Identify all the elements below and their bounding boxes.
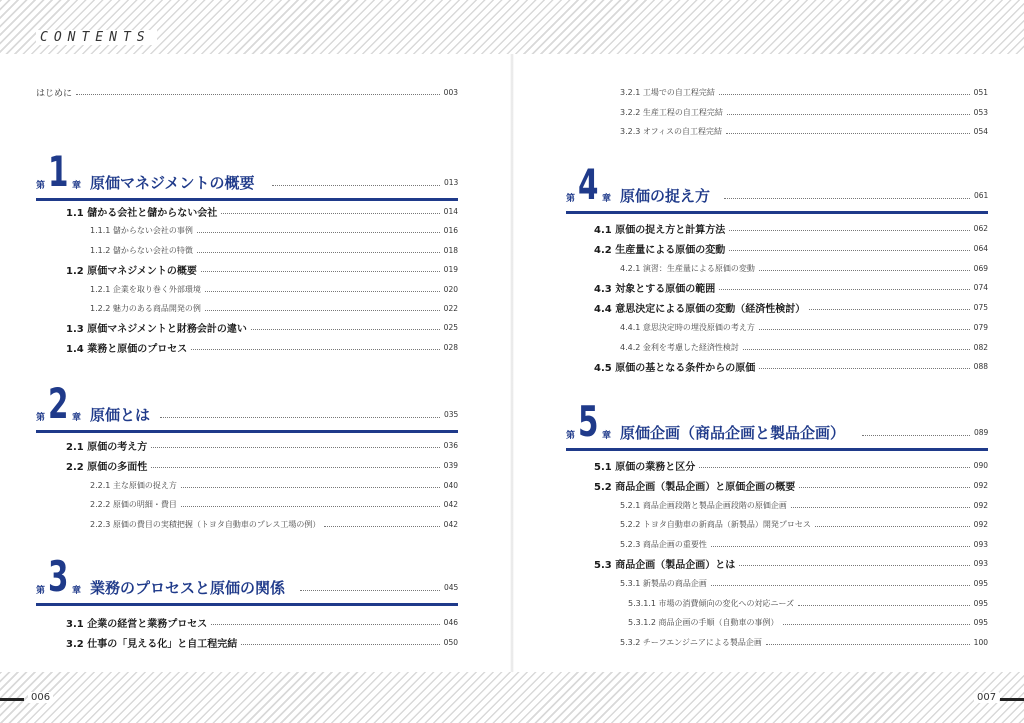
- toc-entry[interactable]: [620, 635, 988, 649]
- toc-entry-label: 1.1 儲かる会社と儲からない会社: [66, 207, 218, 219]
- toc-entry[interactable]: [620, 340, 988, 354]
- toc-page-number: 019: [443, 264, 458, 274]
- dot-leader: [726, 133, 970, 134]
- toc-entry[interactable]: [620, 320, 988, 334]
- dot-leader: [197, 252, 440, 253]
- toc-page-number: 025: [443, 322, 458, 332]
- dot-leader: [205, 310, 440, 311]
- toc-entry[interactable]: [90, 301, 458, 315]
- footer-bar-right: [1000, 698, 1024, 701]
- toc-entry[interactable]: [620, 576, 988, 590]
- chapter-suffix: 章: [72, 586, 82, 596]
- toc-entry-label: 1.4 業務と原価のプロセス: [66, 343, 188, 355]
- dot-leader: [809, 309, 969, 310]
- toc-entry-label: はじめに: [36, 88, 73, 99]
- right-page-number: 007: [974, 692, 999, 703]
- dot-leader: [300, 590, 440, 591]
- toc-entry-label: 1.1.2 儲からない会社の特徴: [90, 245, 193, 255]
- toc-entry-label: 5.3.1.1 市場の消費傾向の変化への対応ニーズ: [628, 598, 795, 608]
- toc-entry-label: 3.2.1 工場での自工程完結: [620, 87, 715, 97]
- chapter-page-number: 089: [974, 428, 989, 437]
- toc-entry[interactable]: [620, 537, 988, 551]
- chapter-rule: [36, 430, 458, 433]
- toc-entry[interactable]: [90, 497, 458, 511]
- dot-leader: [766, 644, 970, 645]
- toc-entry-intro[interactable]: [36, 85, 458, 99]
- chapter-heading-4[interactable]: [566, 160, 989, 211]
- toc-entry-label: 5.3.1.2 商品企画の手順（自動車の事例）: [628, 617, 779, 627]
- toc-entry-label: 5.2.1 商品企画段階と製品企画段階の原価企画: [620, 500, 787, 510]
- toc-page-number: 042: [443, 519, 458, 529]
- chapter-number: 5: [578, 397, 599, 446]
- dot-leader: [759, 329, 970, 330]
- toc-page-number: 064: [973, 243, 988, 253]
- toc-page-number: 095: [973, 598, 988, 608]
- dot-leader: [197, 232, 440, 233]
- dot-leader: [181, 487, 440, 488]
- toc-entry-label: 4.1 原価の捉え方と計算方法: [594, 224, 726, 236]
- dot-leader: [711, 585, 970, 586]
- dot-leader: [791, 507, 970, 508]
- dot-leader: [272, 185, 440, 186]
- toc-entry[interactable]: [66, 438, 458, 452]
- chapter-suffix: 章: [602, 194, 612, 204]
- chapter-prefix: 第: [36, 586, 46, 596]
- dot-leader: [221, 213, 439, 214]
- toc-page-number: 016: [443, 225, 458, 235]
- chapter-suffix: 章: [72, 413, 82, 423]
- chapter-prefix: 第: [36, 181, 46, 191]
- dot-leader: [759, 270, 970, 271]
- toc-entry-label: 2.1 原価の考え方: [66, 441, 148, 453]
- chapter-heading-2[interactable]: [36, 379, 459, 430]
- toc-entry[interactable]: [620, 517, 988, 531]
- toc-page-number: 090: [973, 460, 988, 470]
- toc-entry[interactable]: [594, 556, 988, 570]
- toc-page-number: 040: [443, 480, 458, 490]
- toc-entry[interactable]: [620, 261, 988, 275]
- toc-page-number: 028: [443, 342, 458, 352]
- page-gutter: [510, 54, 514, 672]
- dot-leader: [739, 565, 969, 566]
- toc-entry[interactable]: [628, 615, 988, 629]
- toc-entry[interactable]: [90, 243, 458, 257]
- chapter-rule: [36, 198, 458, 201]
- dot-leader: [251, 329, 440, 330]
- header-hatch-band: [0, 0, 1024, 54]
- dot-leader: [743, 349, 970, 350]
- dot-leader: [151, 447, 439, 448]
- chapter-suffix: 章: [72, 181, 82, 191]
- toc-page-number: 003: [443, 87, 458, 97]
- toc-page-number: 022: [443, 303, 458, 313]
- chapter-suffix: 章: [602, 431, 612, 441]
- chapter-page-number: 013: [444, 178, 459, 187]
- toc-page-number: 014: [443, 206, 458, 216]
- dot-leader: [191, 349, 439, 350]
- toc-page-number: 100: [973, 637, 988, 647]
- dot-leader: [151, 467, 439, 468]
- chapter-rule: [566, 448, 988, 451]
- toc-entry[interactable]: [90, 517, 458, 531]
- chapter-prefix: 第: [566, 194, 576, 204]
- toc-page-number: 042: [443, 499, 458, 509]
- chapter-number: 1: [48, 147, 69, 196]
- toc-entry-label: 2.2 原価の多面性: [66, 461, 148, 473]
- toc-page-number: 093: [973, 539, 988, 549]
- toc-entry[interactable]: [594, 458, 988, 472]
- chapter-heading-1[interactable]: [36, 147, 459, 198]
- dot-leader: [724, 198, 970, 199]
- toc-page-number: 079: [973, 322, 988, 332]
- toc-entry[interactable]: [620, 105, 988, 119]
- toc-entry-label: 4.2.1 演習：生産量による原価の変動: [620, 263, 755, 273]
- left-page-number: 006: [28, 692, 53, 703]
- toc-page-number: 018: [443, 245, 458, 255]
- toc-entry-label: 5.1 原価の業務と区分: [594, 461, 696, 473]
- toc-page-number: 088: [973, 361, 988, 371]
- dot-leader: [76, 94, 440, 95]
- footer-hatch-band: [0, 672, 1024, 723]
- toc-page-number: 074: [973, 282, 988, 292]
- toc-entry[interactable]: [620, 124, 988, 138]
- dot-leader: [711, 546, 970, 547]
- toc-entry-label: 5.2 商品企画（製品企画）と原価企画の概要: [594, 481, 796, 493]
- toc-entry[interactable]: [620, 85, 988, 99]
- dot-leader: [799, 487, 969, 488]
- toc-entry[interactable]: [594, 280, 988, 294]
- dot-leader: [699, 467, 969, 468]
- toc-entry[interactable]: [594, 478, 988, 492]
- toc-entry[interactable]: [66, 615, 458, 629]
- toc-entry[interactable]: [594, 359, 988, 373]
- toc-entry-label: 2.2.3 原価の費目の実積把握（トヨタ自動車のプレス工場の例）: [90, 519, 321, 529]
- toc-page-number: 082: [973, 342, 988, 352]
- toc-entry-label: 3.1 企業の経営と業務プロセス: [66, 618, 208, 630]
- toc-entry[interactable]: [66, 340, 458, 354]
- dot-leader: [729, 230, 969, 231]
- toc-entry-label: 1.2 原価マネジメントの概要: [66, 265, 197, 277]
- toc-entry-label: 1.3 原価マネジメントと財務会計の違い: [66, 323, 247, 335]
- chapter-page-number: 035: [444, 410, 459, 419]
- footer-bar-left: [0, 698, 24, 701]
- toc-page-number: 050: [443, 637, 458, 647]
- toc-entry[interactable]: [90, 478, 458, 492]
- toc-entry-label: 2.2.2 原価の明細・費目: [90, 499, 177, 509]
- toc-entry-label: 4.4.1 意思決定時の埋没原価の考え方: [620, 322, 755, 332]
- dot-leader: [160, 417, 440, 418]
- toc-entry-label: 1.2.2 魅力のある商品開発の例: [90, 303, 201, 313]
- toc-entry-label: 5.3.1 新製品の商品企画: [620, 578, 707, 588]
- dot-leader: [241, 644, 439, 645]
- contents-heading: CONTENTS: [36, 30, 157, 45]
- toc-page-number: 062: [973, 223, 988, 233]
- dot-leader: [815, 526, 970, 527]
- dot-leader: [201, 271, 440, 272]
- toc-page-number: 095: [973, 617, 988, 627]
- toc-entry-label: 5.2.2 トヨタ自動車の新商品（新製品）開発プロセス: [620, 519, 811, 529]
- chapter-rule: [36, 603, 458, 606]
- toc-page-number: 054: [973, 126, 988, 136]
- toc-entry[interactable]: [66, 635, 458, 649]
- toc-entry-label: 4.3 対象とする原価の範囲: [594, 283, 716, 295]
- chapter-number: 4: [578, 160, 599, 209]
- dot-leader: [181, 506, 440, 507]
- toc-entry-label: 5.2.3 商品企画の重要性: [620, 539, 707, 549]
- dot-leader: [211, 624, 439, 625]
- toc-page-number: 051: [973, 87, 988, 97]
- chapter-heading-5[interactable]: [566, 397, 989, 448]
- chapter-title: 業務のプロセスと原価の関係: [90, 579, 286, 597]
- dot-leader: [729, 250, 969, 251]
- toc-entry-label: 4.4.2 金利を考慮した経済性検討: [620, 342, 739, 352]
- dot-leader: [205, 291, 440, 292]
- toc-page-number: 046: [443, 617, 458, 627]
- toc-entry[interactable]: [594, 241, 988, 255]
- toc-entry-label: 4.4 意思決定による原価の変動（経済性検討）: [594, 303, 806, 315]
- toc-page-number: 093: [973, 558, 988, 568]
- chapter-title: 原価とは: [90, 406, 151, 424]
- dot-leader: [798, 605, 970, 606]
- toc-entry-label: 2.2.1 主な原価の捉え方: [90, 480, 177, 490]
- toc-entry-label: 3.2 仕事の「見える化」と自工程完結: [66, 638, 238, 650]
- toc-entry[interactable]: [90, 223, 458, 237]
- toc-entry-label: 4.2 生産量による原価の変動: [594, 244, 726, 256]
- toc-page-number: 053: [973, 107, 988, 117]
- dot-leader: [719, 289, 969, 290]
- chapter-page-number: 045: [444, 583, 459, 592]
- toc-entry[interactable]: [594, 221, 988, 235]
- toc-entry-label: 1.1.1 儲からない会社の事例: [90, 225, 193, 235]
- toc-page-number: 095: [973, 578, 988, 588]
- chapter-title: 原価企画（商品企画と製品企画）: [620, 424, 846, 442]
- toc-entry-label: 3.2.3 オフィスの自工程完結: [620, 126, 723, 136]
- toc-entry-label: 5.3 商品企画（製品企画）とは: [594, 559, 736, 571]
- dot-leader: [783, 624, 970, 625]
- chapter-rule: [566, 211, 988, 214]
- chapter-prefix: 第: [36, 413, 46, 423]
- toc-page-number: 039: [443, 460, 458, 470]
- toc-entry-label: 5.3.2 チーフエンジニアによる製品企画: [620, 637, 762, 647]
- chapter-prefix: 第: [566, 431, 576, 441]
- chapter-number: 2: [48, 379, 69, 428]
- toc-entry-label: 3.2.2 生産工程の自工程完結: [620, 107, 723, 117]
- toc-entry-label: 4.5 原価の基となる条件からの原価: [594, 362, 756, 374]
- toc-entry[interactable]: [66, 204, 458, 218]
- chapter-title: 原価の捉え方: [620, 187, 711, 205]
- toc-entry[interactable]: [620, 498, 988, 512]
- chapter-title: 原価マネジメントの概要: [90, 174, 255, 192]
- toc-page-number: 092: [973, 480, 988, 490]
- toc-page-number: 036: [443, 440, 458, 450]
- toc-page-number: 075: [973, 302, 988, 312]
- toc-entry-label: 1.2.1 企業を取り巻く外部環境: [90, 284, 201, 294]
- toc-page-number: 092: [973, 519, 988, 529]
- toc-page-number: 020: [443, 284, 458, 294]
- toc-entry[interactable]: [594, 300, 988, 314]
- toc-entry[interactable]: [66, 320, 458, 334]
- toc-page-number: 092: [973, 500, 988, 510]
- toc-entry[interactable]: [66, 458, 458, 472]
- dot-leader: [862, 435, 970, 436]
- dot-leader: [719, 94, 970, 95]
- dot-leader: [759, 368, 969, 369]
- chapter-number: 3: [48, 552, 69, 601]
- chapter-page-number: 061: [974, 191, 989, 200]
- dot-leader: [727, 114, 970, 115]
- toc-page-number: 069: [973, 263, 988, 273]
- chapter-heading-3[interactable]: [36, 552, 459, 603]
- toc-entry[interactable]: [66, 262, 458, 276]
- toc-entry[interactable]: [628, 596, 988, 610]
- toc-entry[interactable]: [90, 282, 458, 296]
- dot-leader: [324, 526, 439, 527]
